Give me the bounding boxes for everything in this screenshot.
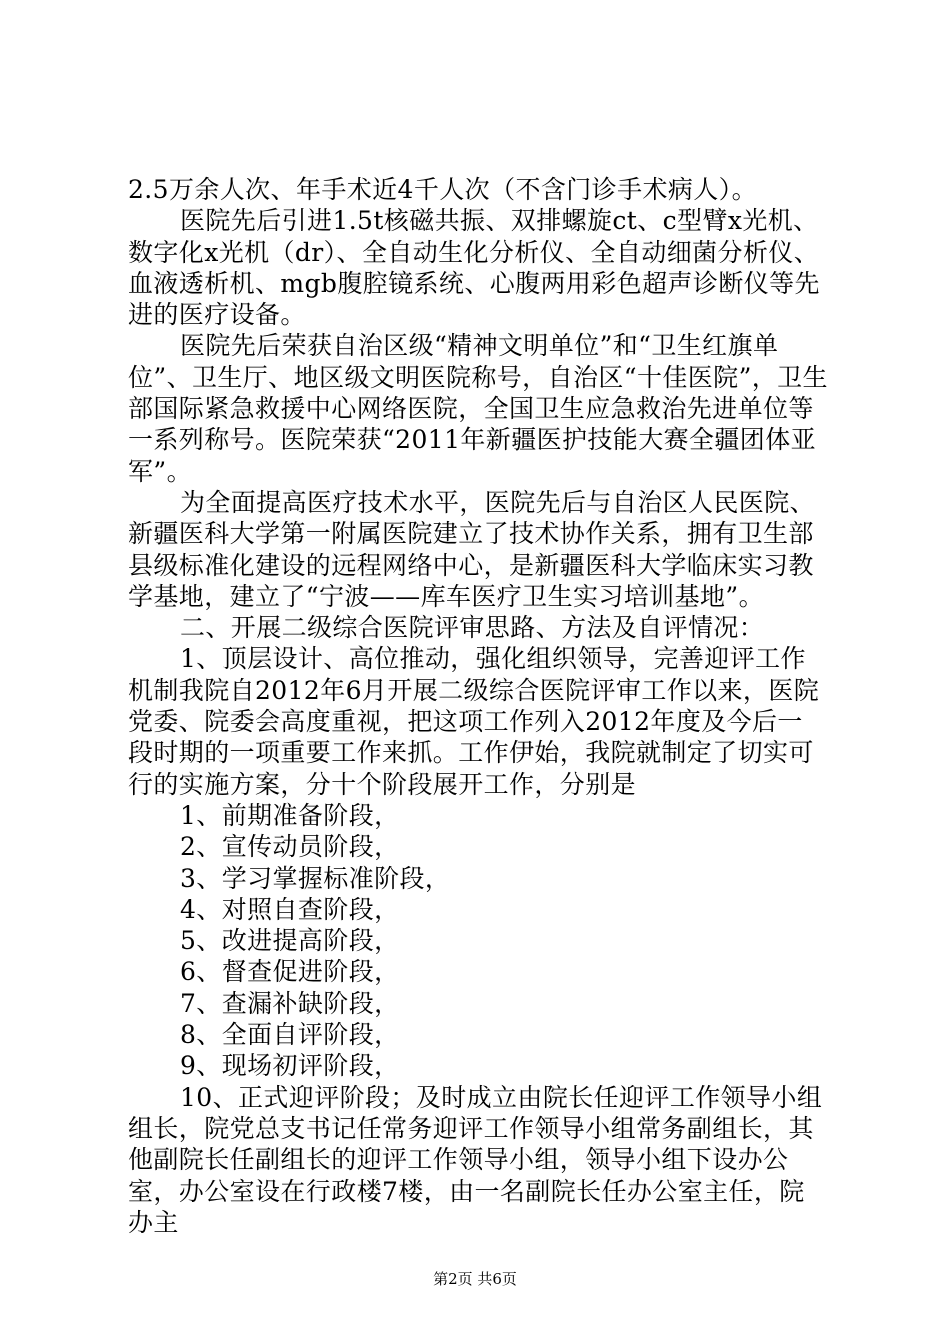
list-item: 5、改进提高阶段，	[180, 926, 400, 956]
list-item: 2、宣传动员阶段，	[180, 832, 400, 862]
list-item: 3、学习掌握标准阶段，	[180, 863, 451, 893]
list-item: 1、前期准备阶段，	[180, 800, 400, 830]
section-heading: 二、开展二级综合医院评审思路、方法及自评情况：	[180, 613, 765, 643]
paragraph-5: 1、顶层设计、高位推动，强化组织领导，完善迎评工作机制我院自2012年6月开展二级综合医院评审工作以来，医院党委、院委会高度重视，把这项工作列入2012年度及今后一段时期的一项重要工作来抓。工作伊始，我院就制定了切实可行的实施方案，分十个阶段展开工作，分别是	[128, 644, 820, 799]
paragraph-2: 医院先后引进1.5t核磁共振、双排螺旋ct、c型臂x光机、数字化x光机（dr）、全自动生化分析仪、全自动细菌分析仪、血液透析机、mgb腹腔镜系统、心腹两用彩色超声诊断仪等先进的医疗设备。	[128, 206, 820, 330]
paragraph-3: 医院先后荣获自治区级“精神文明单位”和“卫生红旗单位”、卫生厅、地区级文明医院称号，自治区“十佳医院”，卫生部国际紧急救援中心网络医院，全国卫生应急救治先进单位等一系列称号。医院荣获“2011年新疆医护技能大赛全疆团体亚军”。	[128, 331, 828, 486]
page-footer: 第2页 共6页	[433, 1270, 517, 1288]
list-item: 7、查漏补缺阶段，	[180, 988, 400, 1018]
list-item: 6、督查促进阶段，	[180, 957, 400, 987]
list-item: 4、对照自查阶段，	[180, 894, 400, 924]
paragraph-6: 10、正式迎评阶段；及时成立由院长任迎评工作领导小组组长，院党总支书记任常务迎评工作领导小组常务副组长，其他副院长任副组长的迎评工作领导小组，领导小组下设办公室，办公室设在行政楼7楼，由一名副院长任办公室主任，院办主	[128, 1082, 823, 1237]
paragraph-1: 2.5万余人次、年手术近4千人次（不含门诊手术病人）。	[128, 175, 757, 204]
document-body	[128, 174, 828, 1238]
paragraph-4: 为全面提高医疗技术水平，医院先后与自治区人民医院、新疆医科大学第一附属医院建立了技术协作关系，拥有卫生部县级标准化建设的远程网络中心，是新疆医科大学临床实习教学基地，建立了“宁波——库车医疗卫生实习培训基地”。	[128, 487, 816, 611]
list-item: 8、全面自评阶段，	[180, 1020, 400, 1050]
list-item: 9、现场初评阶段，	[180, 1051, 400, 1081]
